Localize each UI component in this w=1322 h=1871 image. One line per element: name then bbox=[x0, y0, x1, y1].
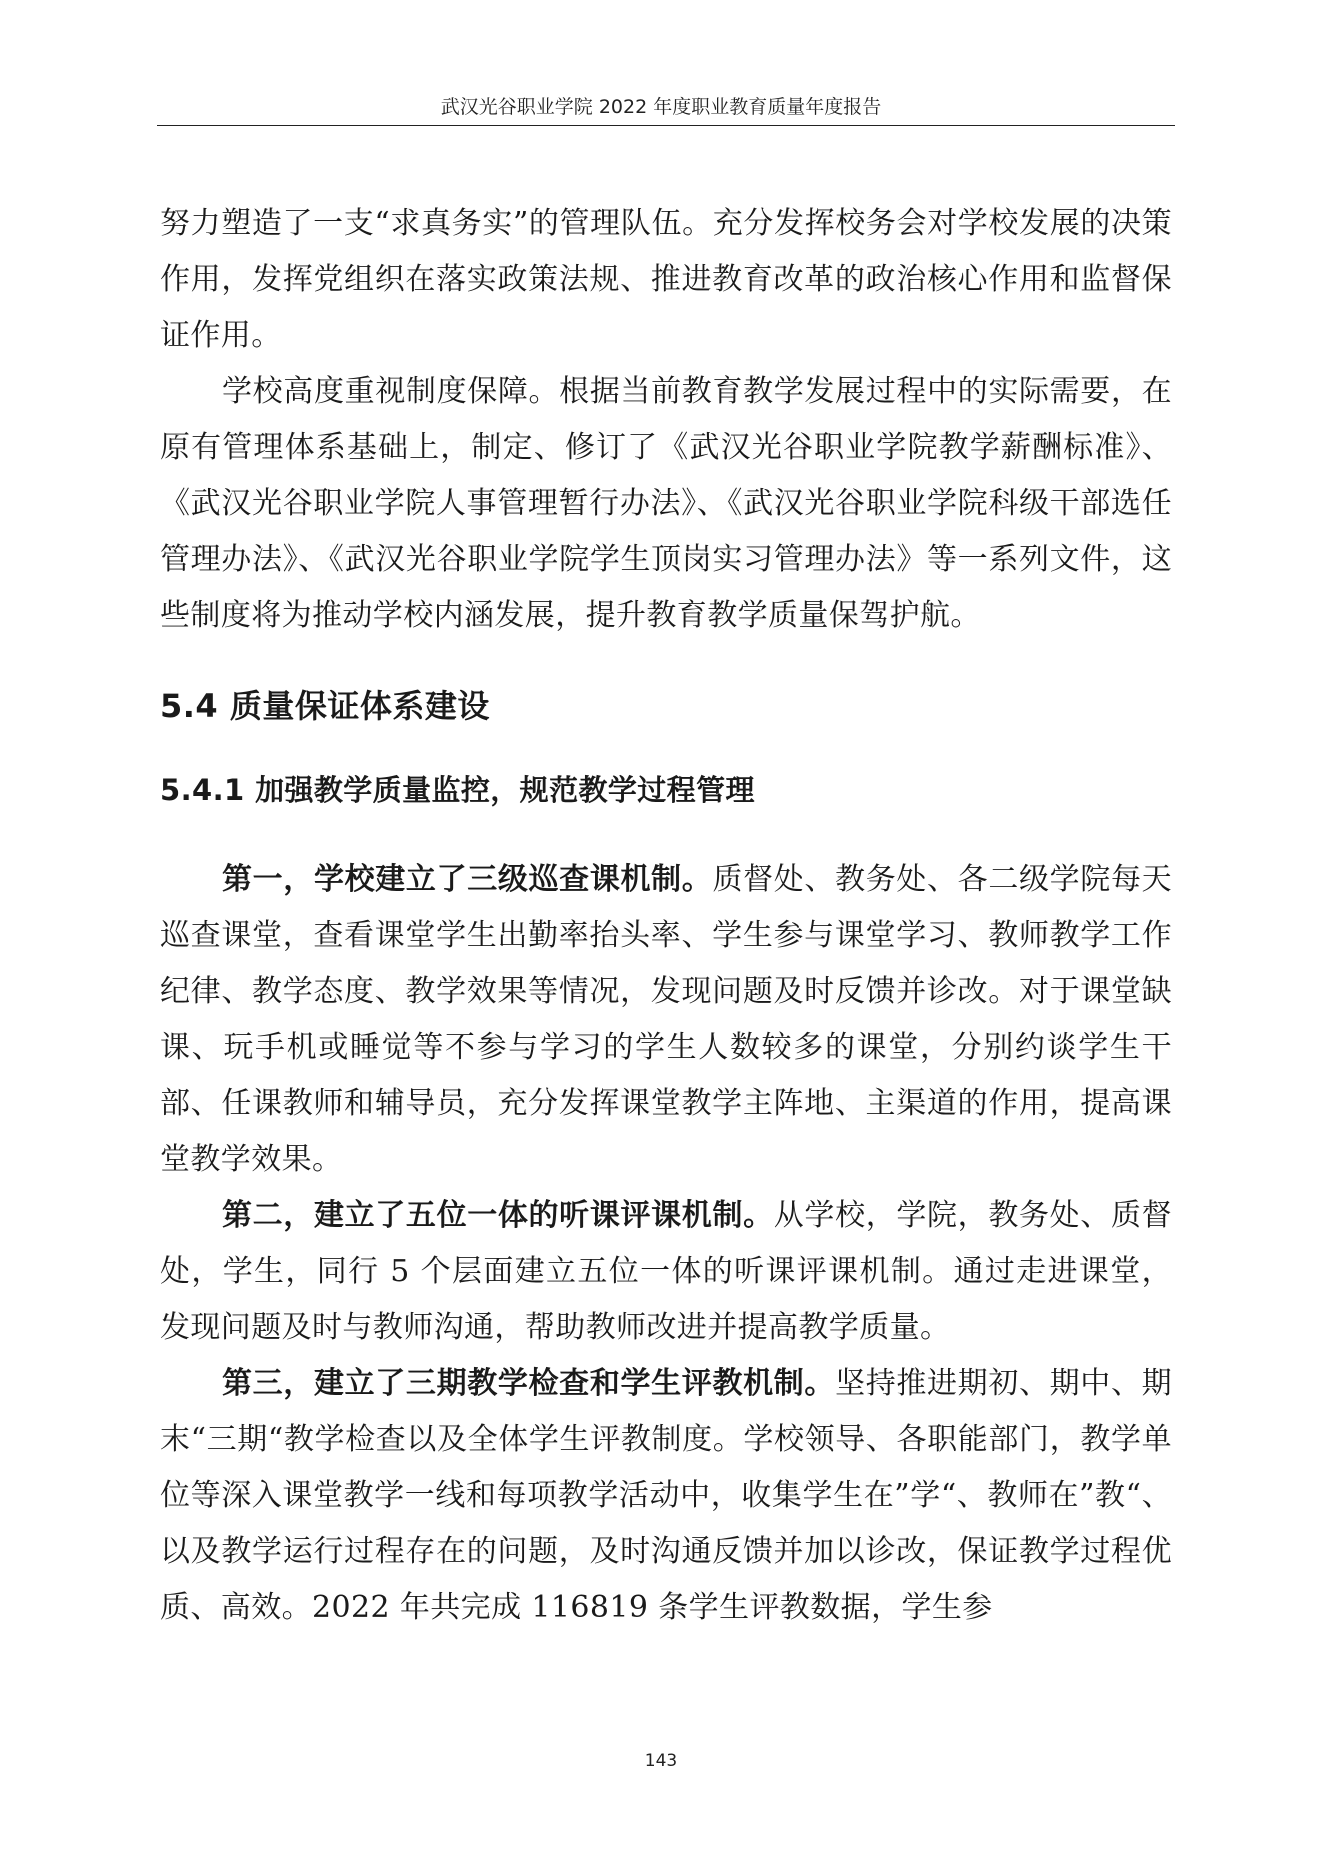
item-1-body: 质督处、教务处、各二级学院每天巡查课堂，查看课堂学生出勤率抬头率、学生参与课堂学习、教师教学工作纪律、教学态度、教学效果等情况，发现问题及时反馈并诊改。对于课堂缺课、玩手机或睡觉等不参与学习的学生人数较多的课堂，分别约谈学生干部、任课教师和辅导员，充分发挥课堂教学主阵地、主渠道的作用，提高课堂教学效果。 bbox=[160, 862, 1172, 1177]
running-header-title: 武汉光谷职业学院 2022 年度职业教育质量年度报告 bbox=[440, 96, 882, 118]
paragraph-item-3 bbox=[160, 1356, 1172, 1636]
item-2-body: 从学校，学院，教务处、质督处，学生，同行 5 个层面建立五位一体的听课评课机制。通过走进课堂，发现问题及时与教师沟通，帮助教师改进并提高教学质量。 bbox=[160, 1198, 1173, 1345]
item-1-lead: 第一，学校建立了三级巡查课机制。 bbox=[222, 862, 713, 897]
subsection-heading: 5.4.1 加强教学质量监控，规范教学过程管理 bbox=[160, 773, 755, 807]
page-number: 143 bbox=[644, 1751, 678, 1771]
item-3-lead: 第三，建立了三期教学检查和学生评教机制。 bbox=[222, 1366, 836, 1401]
page-body bbox=[160, 196, 1172, 1636]
paragraph-item-1 bbox=[160, 852, 1172, 1188]
header-divider bbox=[157, 125, 1175, 126]
paragraph-management-team: 努力塑造了一支“求真务实”的管理队伍。充分发挥校务会对学校发展的决策作用，发挥党组织在落实政策法规、推进教育改革的政治核心作用和监督保证作用。 bbox=[160, 206, 1172, 353]
paragraph-item-2 bbox=[160, 1188, 1172, 1356]
section-heading: 5.4 质量保证体系建设 bbox=[160, 687, 490, 725]
paragraph-institutional-guarantee: 学校高度重视制度保障。根据当前教育教学发展过程中的实际需要，在原有管理体系基础上，制定、修订了《武汉光谷职业学院教学薪酬标准》、《武汉光谷职业学院人事管理暂行办法》、《武汉光谷职业学院科级干部选任管理办法》、《武汉光谷职业学院学生顶岗实习管理办法》等一系列文件，这些制度将为推动学校内涵发展，提升教育教学质量保驾护航。 bbox=[160, 374, 1172, 633]
item-2-lead: 第二，建立了五位一体的听课评课机制。 bbox=[222, 1198, 774, 1233]
item-3-body: 坚持推进期初、期中、期末“三期“教学检查以及全体学生评教制度。学校领导、各职能部门，教学单位等深入课堂教学一线和每项教学活动中，收集学生在”学“、教师在”教“、以及教学运行过程存在的问题，及时沟通反馈并加以诊改，保证教学过程优质、高效。2022 年共完成 116819 条学生评教数据，学生参 bbox=[160, 1366, 1172, 1625]
